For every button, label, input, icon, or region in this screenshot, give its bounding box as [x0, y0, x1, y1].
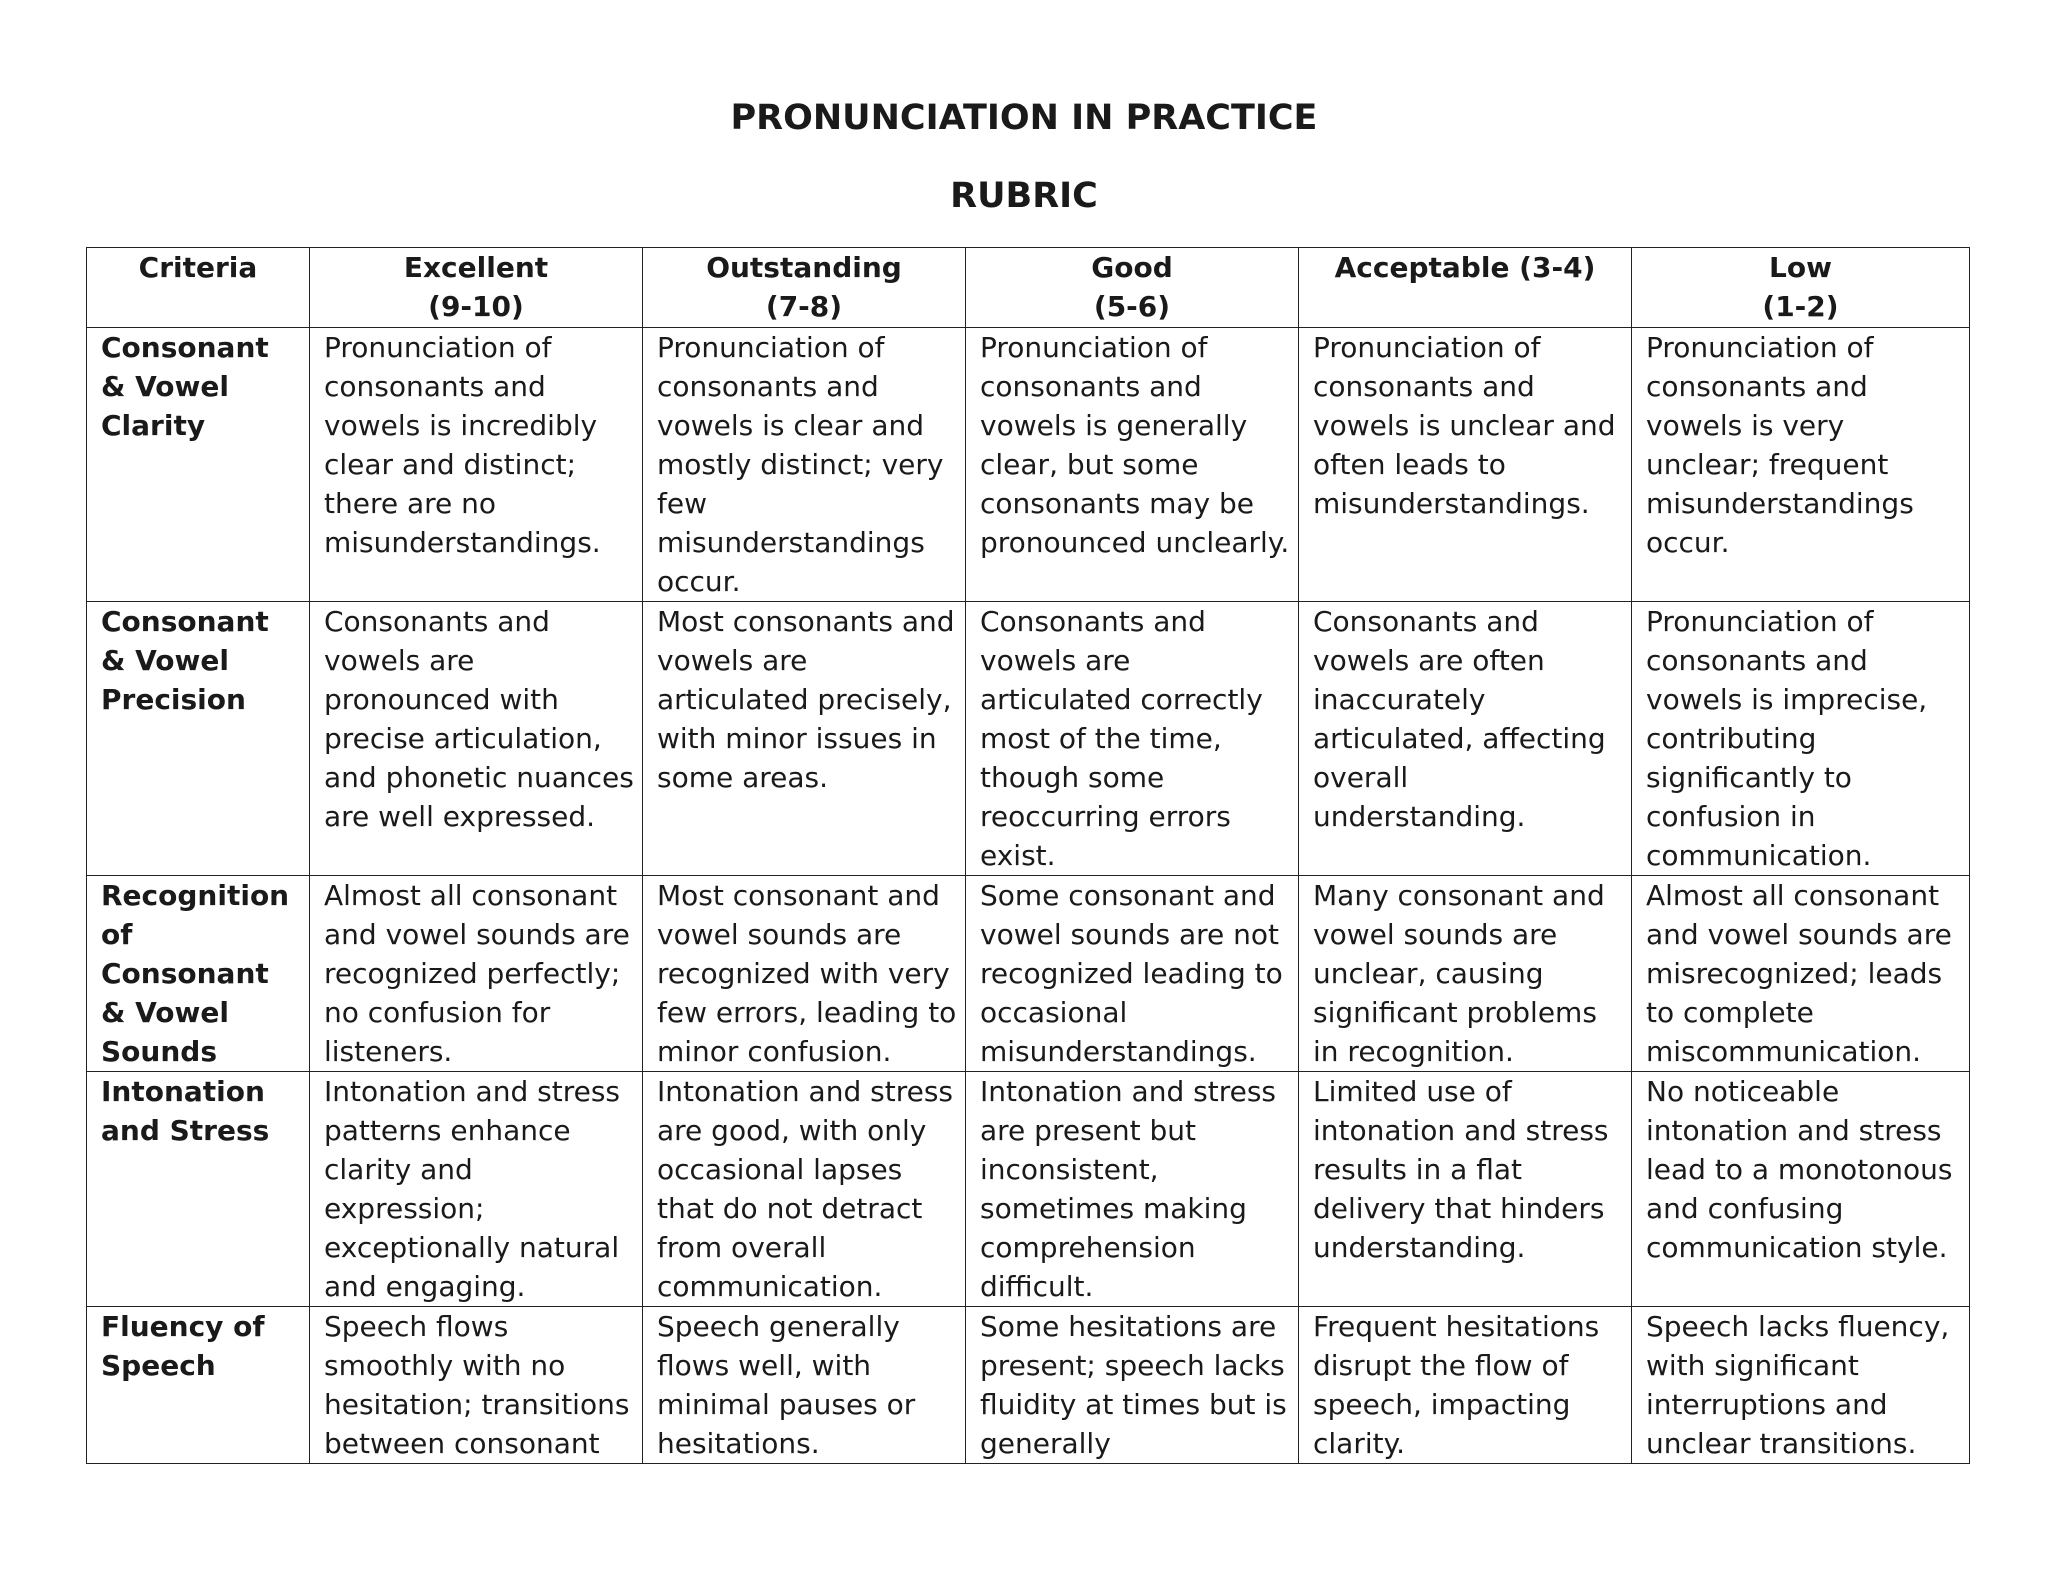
header-outstanding: Outstanding (7-8) [643, 248, 966, 328]
descriptor-cell-acceptable: Frequent hesitations disrupt the flow of speech, impacting clarity. [1299, 1307, 1632, 1464]
descriptor-cell-low: No noticeable intonation and stress lead to a monotonous and confusing communication style. [1632, 1072, 1970, 1307]
header-low: Low (1-2) [1632, 248, 1970, 328]
table-row [87, 1307, 1970, 1464]
descriptor-cell-good: Some consonant and vowel sounds are not recognized leading to occasional misunderstandings. [966, 876, 1299, 1072]
descriptor-cell-acceptable: Pronunciation of consonants and vowels is unclear and often leads to misunderstandings. [1299, 328, 1632, 602]
descriptor-cell-acceptable: Consonants and vowels are often inaccurately articulated, affecting overall understanding. [1299, 602, 1632, 876]
descriptor-cell-excellent: Intonation and stress patterns enhance clarity and expression; exceptionally natural and engaging. [310, 1072, 643, 1307]
descriptor-cell-excellent: Almost all consonant and vowel sounds are recognized perfectly; no confusion for listeners. [310, 876, 643, 1072]
table-row [87, 328, 1970, 602]
criterion-cell: Recognition of Consonant & Vowel Sounds [87, 876, 310, 1072]
criterion-cell: Fluency of Speech [87, 1307, 310, 1464]
header-acceptable: Acceptable (3-4) [1299, 248, 1632, 328]
descriptor-cell-outstanding: Most consonants and vowels are articulated precisely, with minor issues in some areas. [643, 602, 966, 876]
descriptor-cell-good: Pronunciation of consonants and vowels is generally clear, but some consonants may be pronounced unclearly. [966, 328, 1299, 602]
descriptor-cell-low: Pronunciation of consonants and vowels is very unclear; frequent misunderstandings occur. [1632, 328, 1970, 602]
descriptor-cell-excellent: Consonants and vowels are pronounced with precise articulation, and phonetic nuances are well expressed. [310, 602, 643, 876]
descriptor-cell-excellent: Speech flows smoothly with no hesitation; transitions between consonant [310, 1307, 643, 1464]
document-title: PRONUNCIATION IN PRACTICE [730, 98, 1318, 138]
descriptor-cell-good: Consonants and vowels are articulated correctly most of the time, though some reoccurring errors exist. [966, 602, 1299, 876]
header-criteria: Criteria [87, 248, 310, 328]
descriptor-cell-outstanding: Most consonant and vowel sounds are recognized with very few errors, leading to minor confusion. [643, 876, 966, 1072]
table-header-row [87, 248, 1970, 328]
descriptor-cell-outstanding: Pronunciation of consonants and vowels is clear and mostly distinct; very few misunderstandings occur. [643, 328, 966, 602]
descriptor-cell-good: Intonation and stress are present but inconsistent, sometimes making comprehension difficult. [966, 1072, 1299, 1307]
descriptor-cell-low: Pronunciation of consonants and vowels is imprecise, contributing significantly to confusion in communication. [1632, 602, 1970, 876]
table-row [87, 876, 1970, 1072]
criterion-cell: Intonation and Stress [87, 1072, 310, 1307]
descriptor-cell-outstanding: Intonation and stress are good, with only occasional lapses that do not detract from overall communication. [643, 1072, 966, 1307]
header-excellent: Excellent (9-10) [310, 248, 643, 328]
criterion-cell: Consonant & Vowel Clarity [87, 328, 310, 602]
descriptor-cell-outstanding: Speech generally flows well, with minimal pauses or hesitations. [643, 1307, 966, 1464]
descriptor-cell-acceptable: Limited use of intonation and stress results in a flat delivery that hinders understanding. [1299, 1072, 1632, 1307]
descriptor-cell-excellent: Pronunciation of consonants and vowels is incredibly clear and distinct; there are no misunderstandings. [310, 328, 643, 602]
document-subtitle: RUBRIC [950, 176, 1098, 216]
descriptor-cell-acceptable: Many consonant and vowel sounds are unclear, causing significant problems in recognition. [1299, 876, 1632, 1072]
criterion-cell: Consonant & Vowel Precision [87, 602, 310, 876]
table-row [87, 602, 1970, 876]
rubric-table [86, 247, 1970, 1464]
descriptor-cell-low: Almost all consonant and vowel sounds are misrecognized; leads to complete miscommunication. [1632, 876, 1970, 1072]
header-good: Good (5-6) [966, 248, 1299, 328]
table-row [87, 1072, 1970, 1307]
descriptor-cell-good: Some hesitations are present; speech lacks fluidity at times but is generally [966, 1307, 1299, 1464]
descriptor-cell-low: Speech lacks fluency, with significant interruptions and unclear transitions. [1632, 1307, 1970, 1464]
